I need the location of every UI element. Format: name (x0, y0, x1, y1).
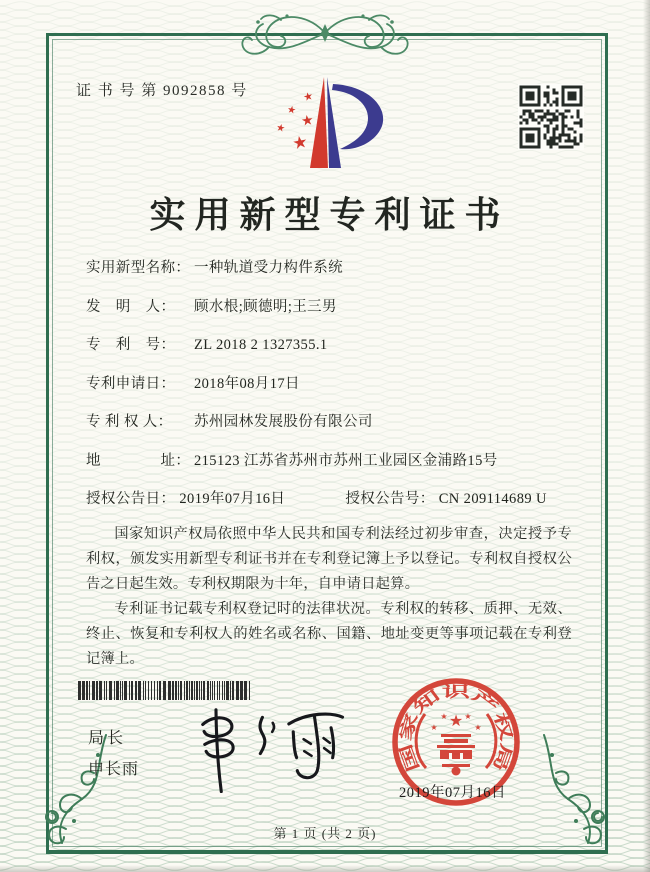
national-emblem (416, 711, 496, 776)
field-value: ZL 2018 2 1327355.1 (194, 337, 328, 353)
field-label: 授权公告日： (86, 491, 176, 507)
svg-text:★: ★ (448, 711, 464, 730)
field-label: 授权公告号： (345, 491, 435, 507)
cnipa-logo (260, 70, 400, 174)
logo-stars (275, 89, 315, 154)
certificate-number: 证 书 号 第 9092858 号 (76, 83, 248, 99)
scan-edge-bottom (0, 865, 650, 872)
field-row (86, 450, 576, 473)
signer-name: 申长雨 (88, 761, 140, 778)
svg-text:★: ★ (430, 723, 438, 732)
field-value: 2018年08月17日 (194, 375, 300, 392)
field-row (86, 373, 576, 396)
svg-text:★: ★ (274, 122, 287, 135)
seal-text: 国家知识产权局 (397, 684, 515, 774)
logo-p-bowl (332, 84, 383, 149)
qr-code (518, 84, 584, 150)
paragraph: 专利证书记载专利权登记时的法律状况。专利权的转移、质押、无效、终止、恢复和专利权人的姓名或名称、国籍、地址变更等事项记载在专利登记簿上。 (86, 601, 572, 667)
grant-number (345, 488, 547, 511)
legal-text (86, 522, 572, 672)
svg-text:★: ★ (440, 712, 448, 721)
barcode (78, 681, 256, 700)
svg-text:★: ★ (286, 104, 297, 117)
field-label: 专 利 号： (86, 337, 176, 353)
field-row (86, 334, 576, 357)
field-row (86, 296, 576, 319)
svg-text:★: ★ (301, 89, 315, 105)
svg-text:★: ★ (474, 723, 482, 732)
fields-section (86, 257, 576, 511)
field-row (86, 257, 576, 280)
field-label: 专利申请日： (86, 375, 176, 392)
certificate-title: 实用新型专利证书 (149, 195, 510, 235)
svg-text:★: ★ (464, 712, 472, 721)
top-border-ornament (225, 6, 425, 60)
field-value: 2019年07月16日 (179, 491, 286, 507)
page-number: 第 1 页 (共 2 页) (273, 826, 377, 841)
signer-title: 局长 (88, 730, 127, 747)
grant-row (86, 488, 576, 511)
field-label: 专 利 权 人： (86, 414, 173, 430)
field-label: 实用新型名称： (86, 260, 191, 276)
scan-edge-right (643, 0, 650, 872)
field-label: 发 明 人： (86, 298, 176, 315)
field-value: CN 209114689 U (438, 491, 547, 507)
field-value: 苏州园林发展股份有限公司 (194, 414, 373, 430)
director-signature (190, 701, 350, 793)
field-value: 顾水根;顾德明;王三男 (194, 298, 337, 315)
paragraph: 国家知识产权局依照中华人民共和国专利法经过初步审查，决定授予专利权，颁发实用新型专利证书并在专利登记簿上予以登记。专利权自授权公告之日起生效。专利权期限为十年，自申请日起算。 (86, 526, 572, 592)
field-value: 215123 江苏省苏州市苏州工业园区金浦路15号 (194, 452, 498, 469)
seal-date: 2019年07月16日 (399, 785, 506, 801)
field-value: 一种轨道受力构件系统 (194, 260, 343, 276)
svg-text:★: ★ (300, 112, 315, 130)
grant-date (86, 488, 285, 511)
field-label: 地 址： (86, 452, 191, 469)
svg-text:★: ★ (290, 131, 310, 155)
field-row (86, 411, 576, 434)
